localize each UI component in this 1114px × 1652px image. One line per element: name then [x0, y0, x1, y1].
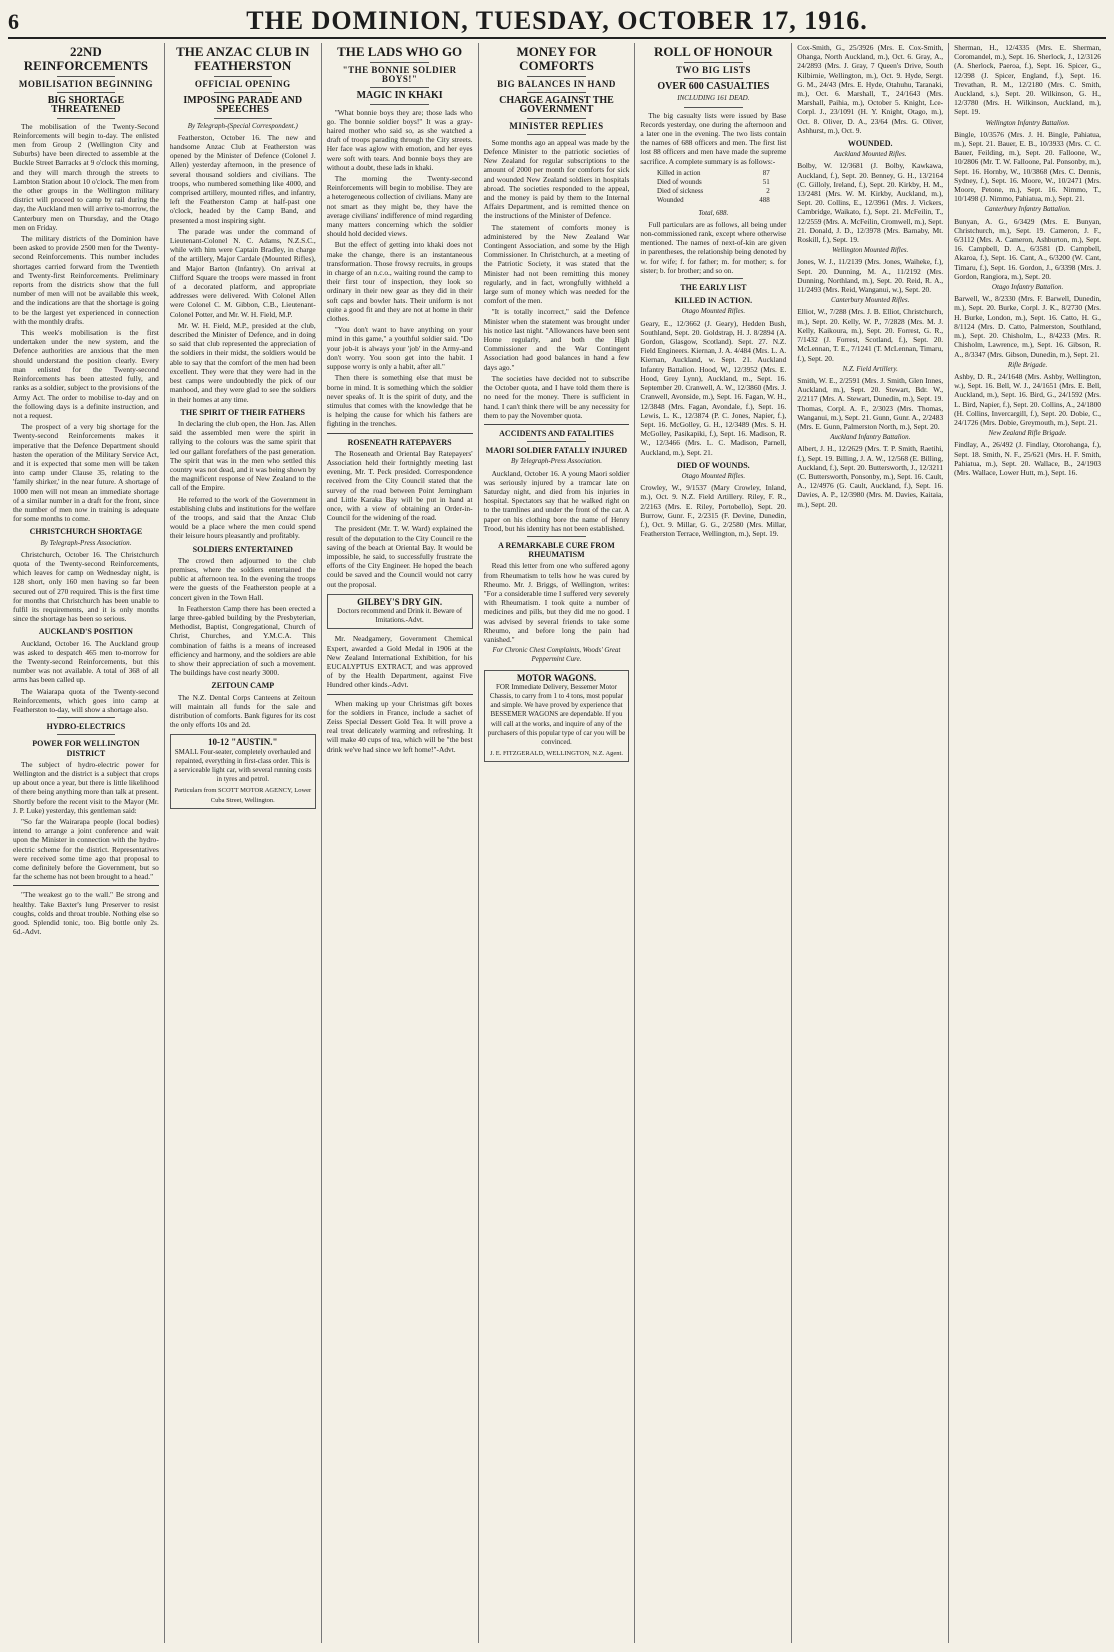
casualty-list: Cox-Smith, G., 25/3926 (Mrs. E. Cox-Smith, Ohanga, North Auckland, m.), Oct. 6. Gray, A., 24/2893 (Mrs. J. Gray, 7 Queen's Drive, South Kilbirnie, Wellington, m.), Oct. 9. Hyde, Sergt. G. M., 24/43 (Mrs. E. Hyde, Otahuhu, Taranaki, m.), Oct. 6. Marshall, T., 24/1643 (Mrs. Marshall, Paihia, m.), October 5. Knight, Lce-Corpl. J., 23/1091 (H. Y. Knight, Otago, m.), Oct. 8. Oliver, D. A., 23/64 (Mrs. G. Oliver, Ashhurst, m.), Oct. 9. [797, 43, 944, 135]
divider [370, 104, 428, 105]
divider [684, 278, 742, 279]
casualty-list: Bunyan, A. G., 6/3429 (Mrs. E. Bunyan, Christchurch, m.), Sept. 19. Cameron, J. F., 6/3112 (Mrs. A. Cameron, Ashburton, m.), Sept. 16. Campbell, D. A., 6/3581 (D. Campbell, Akaroa, f.), Sept. 16. Cant, A., 6/3200 (W. Cant, Timaru, f.), Sept. 16. Gordon, J., 6/3398 (Mrs. J. Gordon, Rangiora, m.), Sept. 20. [954, 216, 1101, 281]
newspaper-title: THE DOMINION, TUESDAY, OCTOBER 17, 1916. [246, 6, 868, 35]
subhead-minister: MINISTER REPLIES [509, 120, 604, 131]
summary-label: Died of wounds [657, 178, 702, 187]
advertisement-gin [327, 594, 473, 630]
divider [527, 536, 585, 537]
byline: By Telegraph-(Special Correspondent.) [187, 121, 298, 130]
section-heading: MAORI SOLDIER FATALLY INJURED [485, 446, 628, 456]
article-paragraph: Full particulars are as follows, all being under non-commissioned rank, except where otherwise mentioned. The names of next-of-kin are given in parentheses, the relationship being denoted by w. for wife; f. for father; m. for mother; s. for sister; b. for brother; and so on. [640, 219, 787, 275]
divider [13, 885, 159, 886]
article-paragraph: The big casualty lists were issued by Base Records yesterday, one during the afternoon and a later one in the evening. The two lists contain the names of 688 officers and men. The first list lost 88 officers and men have made the supreme sacrifice. A complete summary is as follows:- [640, 110, 787, 166]
section-heading: POWER FOR WELLINGTON DISTRICT [32, 739, 140, 758]
section-heading: WOUNDED. [847, 139, 893, 149]
subhead-mobilisation: MOBILISATION BEGINNING [18, 79, 153, 89]
divider [214, 118, 272, 119]
ad-body: Doctors recommend and Drink it. Beware of Imitations.-Advt. [337, 606, 463, 625]
article-paragraph: The N.Z. Dental Corps Canteens at Zeitoun will maintain all funds for the sale and distribution of comforts. Bank figures for its cost the only efforts 10s and 2d. [169, 692, 316, 730]
divider [57, 734, 115, 735]
headline-lads-who-go: THE LADS WHO GO [337, 44, 463, 59]
unit-heading: Auckland Mounted Rifles. [833, 150, 907, 159]
article-paragraph: "You don't want to have anything on your mind in this game," a youthful soldier said. "Do your job-it is always your 'job' in the Army-and don't worry. You soon get into the habit. I suppose worry is only a habit, after all." [326, 325, 473, 372]
table-row [655, 187, 772, 196]
advertisement-text: Mr. Neadgamery, Government Chemical Expert, awarded a Gold Medal in 1906 at the New Zealand International Exhibition, for his EUCALYPTUS EXTRACT, and was approved of by the Health Department, against Five Hundred other kinds.-Advt. [326, 634, 473, 690]
subhead-charge: CHARGE AGAINST THE GOVERNMENT [499, 95, 614, 116]
section-heading: SOLDIERS ENTERTAINED [192, 544, 293, 554]
column-7 [949, 43, 1106, 1643]
article-paragraph: Then there is something else that must be borne in mind. It is something which the soldier never speaks of. It is the spirit of duty, and the stimulus that comes with the knowledge that he is helping the cause for which his fathers are fighting in the trenches. [326, 373, 473, 429]
subhead-two-lists: TWO BIG LISTS [675, 65, 751, 75]
divider [484, 424, 630, 425]
article-paragraph: Featherston, October 16. The new and handsome Anzac Club at Featherston was opened by the Minister of Defence (Colonel J. Allen) yesterday afternoon, in the presence of several thousand soldiers and civilians. The troops, who numbered something like 4000, and comprised artillery, mounted rifles, and infantry, left the Featherston Camp at half-past one o'clock, headed by the Camp Band, and presented a most inspiring sight. [169, 132, 316, 225]
article-paragraph: This week's mobilisation is the first undertaken under the new system, and the Defence authorities are anxious that the men should understand the position clearly. Every man enlisted for the Twenty-second Reinforcements has been attested fully, and ranks as a soldier, subject to the provisions of the Army Act. The order to mobilise to-day and on the following days is a definite instruction, and not a request. [13, 328, 159, 420]
summary-value: 2 [766, 187, 770, 196]
unit-heading: Auckland Infantry Battalion. [830, 433, 911, 442]
divider [684, 107, 742, 108]
headline-22nd-reinforcements: 22ND REINFORCEMENTS [23, 44, 149, 73]
table-row [655, 196, 772, 205]
ad-body: FOR Immediate Delivery, Bessemer Motor Chassis, to carry from 1 to 4 tons, most popular and simple. We have proved by experience that BESSEMER WAGONS are dependable. If you will call at the works, and inquire of any of the purchasers of this popular type of car you will be convinced. [487, 682, 626, 746]
ad-body: SMALL Four-seater, completely overhauled and repainted, everything in first-class order. This is a serviceable light car, with several running costs in tyres and petrol. [173, 747, 312, 784]
divider [57, 92, 115, 93]
divider [684, 78, 742, 79]
divider [527, 76, 585, 77]
ad-title: MOTOR WAGONS. [516, 672, 597, 683]
column-6 [792, 43, 949, 1643]
article-paragraph: The Waiarapa quota of the Twenty-second Reinforcements, which goes into camp at Featherston to-day, will show a shortage also. [13, 686, 159, 714]
summary-label: Killed in action [657, 168, 701, 177]
article-paragraph: The subject of hydro-electric power for Wellington and the district is a subject that crops up about once a year, but there is little likelihood of there being anything more than talk at present. Shortly before the recent visit to the Mayor (Mr. J. P. Luke) yesterday, this gentleman said: [13, 759, 159, 815]
article-paragraph: Christchurch, October 16. The Christchurch quota of the Twenty-second Reinforcements, which leaves for camp on Wednesday night, is 128 short, only 160 men having so far been secured out of 270 required. This is the first time for months that Christchurch has been unable to fulfil its requirements, and it is only months since the shortage has been so serious. [13, 549, 159, 624]
casualty-list: Jones, W. J., 11/2139 (Mrs. Jones, Waiheke, f.), Sept. 20. Dunning, M. A., 11/2192 (Mrs. Dunning, Northland, m.), Sept. 20. Reid, R. A., 11/2493 (Mrs. Reid, Wanganui, w.), Sept. 20. [797, 257, 944, 295]
article-paragraph: The prospect of a very big shortage for the Twenty-second Reinforcements makes it imperative that the Defence Department should hasten the operation of the Military Service Act, and it is expected that some men will be taken into camp under Clause 35, relating to the 'family shirker,' in the near future. A shortage of 1000 men will not mean an immediate shortage of a similar number in a draft for the front, since the number of men now in training is adequate for some months to come. [13, 422, 159, 524]
unit-heading: Wellington Mounted Rifles. [832, 246, 909, 255]
article-paragraph: Auckland, October 16. The Auckland group was asked to despatch 465 men to-morrow for the Twenty-second Reinforcements, but this number was not available. A total of 368 of all arms has been called up. [13, 638, 159, 685]
page-number: 6 [8, 9, 19, 34]
subhead-shortage: BIG SHORTAGE THREATENED [47, 95, 125, 116]
casualty-list: Geary, E., 12/3662 (J. Geary), Hedden Bush, Southland, Sept. 20. Goldstrap, H. J. 8/2894 (A. Gordon, Glasgow, Scotland). Sept. 27. N.Z. Field Engineers. Kiernan, J. A. 4/484 (Mrs. L. A. Kiernan, Auckland, w. Sept. 21. Auckland Infantry Battalion. Hood, W., 12/3952 (Mrs. E. Hood, Grey Lynn), Auckland, m., Sept. 16. September 20. Cranwell, A. W., 12/3860 (Mrs. J. Cranwell, Avonside, m.), Sept. 16. Fagan, W. H., 12/3848 (Mrs. Fagan, Avondale, f.), Sept. 16. Lewis, L. K., 12/3874 (P. C. Jones, Napier, f.), Sept. 16. McGolley, G. H., 12/3489 (Mrs. S. H. McGolley, Pasikapiki, f.), Sept. 16. Madison, R. W., 12/3466 (Mrs. L. C. Madison, Parnell, Auckland, m.), Sept. 21. [640, 318, 787, 457]
article-paragraph: The Roseneath and Oriental Bay Ratepayers' Association held their fortnightly meeting last evening, Mr. T. Peck presided. Correspondence received from the City Council stated that the survey of the road between Point Jerningham and Little Karaka Bay will be put in hand at once, with a view of obtaining an Order-in-Council for the widening of the road. [326, 448, 473, 523]
section-heading: CHRISTCHURCH SHORTAGE [29, 527, 143, 537]
unit-heading: N.Z. Field Artillery. [842, 364, 898, 373]
subhead-opening: OFFICIAL OPENING [194, 79, 291, 89]
headline-anzac-club: THE ANZAC CLUB IN FEATHERSTON [176, 44, 310, 73]
summary-value: 51 [762, 178, 770, 187]
subhead-casualties: OVER 600 CASUALTIES [657, 81, 770, 93]
divider [684, 62, 742, 63]
advertisement-text: When making up your Christmas gift boxes for the soldiers in France, include a sachet of Zeiss Special Dessert Gold Tea. It will prove a real treat delicately warming and refreshing. It will make 40 cups of tea, which will be "the best drink we've had since we left home!"-Advt. [326, 698, 473, 754]
ad-title: GILBEY'S DRY GIN. [357, 596, 443, 607]
subhead-dead: INCLUDING 161 DEAD. [677, 94, 750, 103]
divider [527, 134, 585, 135]
casualty-list: Crowley, W., 9/1537 (Mary Crowley, Inland, m.), Oct. 9. N.Z. Field Artillery. Riley, F. R., 2/2163 (Mrs. E. Riley, Portobello), Sept. 20. Burrow, Gunr. F., 2/2315 (F. Devine, Dunedin, f.), Oct. 9. Millar, G. G., 2/2580 (Mrs. Millar, Featherston Terrace, Wellington, m.), Sept. 19. [640, 483, 787, 539]
casualty-list: Elliot, W., 7/288 (Mrs. J. B. Elliot, Christchurch, m.), Sept. 20. Kelly, W. P., 7/2828 (Mrs. M. J. Kelly, Kaikoura, m.), Sept. 20. Forrest, G. R., 7/1432 (J. Forrest, Scotland, f.), Sept. 20. McLennan, T. E., 7/1241 (T. McLennan, Timaru, f.), Sept. 20. [797, 307, 944, 363]
article-paragraph: "What bonnie boys they are; those lads who go. The bonnie soldier boys!" It was a gray-haired mother who said so, as she watched a draft of troops parading through the City streets. Her face was aglow with emotion, and her eyes were soft with tears. And bonnie boys they are without a doubt, these lads in khaki. [326, 107, 473, 172]
headline-roll-of-honour: ROLL OF HONOUR [654, 44, 773, 59]
subhead-parade: IMPOSING PARADE AND SPEECHES [183, 95, 303, 116]
section-heading: AUCKLAND'S POSITION [38, 627, 133, 637]
article-paragraph: The statement of comforts money is administered by the New Zealand War Contingent Association, and some by the High Commissioner. In Christchurch, at a meeting of the Patriotic Society, it was stated that the Minister had not been remitting this money regularly, and in fact, wrongfully withheld a large sum of money which was needed for the comfort of the men. [483, 222, 630, 306]
article-paragraph: In declaring the club open, the Hon. Jas. Allen said the assembled men were the spirit in rallying to the colours was the same spirit that led our gallant forefathers of the past generation. The spirit that was in the men who settled this country was not dead, and it was being shown by the magnificent response of New Zealand to the call of the Empire. [169, 418, 316, 493]
divider [327, 433, 473, 434]
divider [527, 118, 585, 119]
divider [370, 62, 428, 63]
section-heading: ACCIDENTS AND FATALITIES [499, 428, 614, 438]
unit-heading: Rifle Brigade. [1007, 360, 1048, 369]
summary-label: Died of sickness [657, 187, 704, 196]
casualty-list: Sherman, H., 12/4335 (Mrs. E. Sherman, Coromandel, m.), Sept. 16. Sherlock, J., 12/3126 (A. Sherlock, Paeroa, f.), Sept. 16. Spicer, G., 12/398 (J. Spicer, England, f.), Sept. 16. Trevathan, R. M., 12/2180 (Mrs. C. Smith, Auckland, s.), Sept. 20. Wilkinson, G. H., 12/3780 (Mrs. H. Wilkinson, Auckland, m.), Sept. 19. [954, 43, 1101, 117]
divider [214, 92, 272, 93]
divider [527, 92, 585, 93]
summary-total: Total, 688. [698, 208, 729, 217]
article-paragraph: The military districts of the Dominion have been asked to provide 2500 men for the Twenty-second Reinforcements. This number includes shortages carried forward from the Twentieth and Twenty-first Reinforcements. Preliminary reports from the districts show that the full number of men will not be available this week, and the indications are that the shortage is going to be the largest yet experienced in connection with the monthly drafts. [13, 234, 159, 326]
casualty-list: Smith, W. E., 2/2591 (Mrs. J. Smith, Glen Innes, Auckland, m.), Sept. 20. Stewart, Bdr. W., 2/2117 (Mrs. A. Stewart, Dunedin, m.), Sept. 19. Thomas, Corpl. A. F., 2/3023 (Mrs. Thomas, Wanganui, m.), Sept. 21. Gunn, Gunr. A., 2/2483 (Mrs. E. Gunn, Palmerston North, m.), Sept. 20. [797, 375, 944, 431]
column-3 [322, 43, 479, 1643]
unit-heading: Wellington Infantry Battalion. [985, 118, 1070, 127]
section-heading: ZEITOUN CAMP [211, 681, 275, 691]
article-paragraph: "So far the Wairarapa people (local bodies) intend to arrange a joint conference and wait upon the Minister in connection with the hydro-electric scheme for the district. Representatives were received some time ago that proposal to come definitely before the Government, but so far the scheme has not been brought to a head." [13, 817, 159, 882]
article-paragraph: He referred to the work of the Government in establishing clubs and institutions for the welfare of the troops, and said that the Anzac Club would be a place where the men could spend their leisure hours pleasantly and profitably. [169, 494, 316, 541]
column-1 [8, 43, 165, 1643]
article-paragraph: Some months ago an appeal was made by the Defence Minister to the patriotic societies of New Zealand for regular subscriptions to the amount of 2000 per month for comforts for sick and wounded New Zealand soldiers in hospitals abroad. The societies responded to the appeal, and the money is paid by them to the Internal Affairs Department, and is remitted thence on the instructions of the Minister of Defence. [483, 137, 630, 221]
column-4 [479, 43, 636, 1643]
columns [8, 43, 1106, 1643]
summary-value: 488 [759, 196, 770, 205]
casualty-list: Bingle, 10/3576 (Mrs. J. H. Bingle, Pahiatua, m.), Sept. 21. Bauer, E. B., 10/3933 (Mrs. C. C. Bauer, Feilding, m.), Sept. 20. Falloone, W., 10/2806 (Mr. T. W. Falloone, Pal. Ponsonby, m.), Sept. 16. Hornby, W., 10/3868 (Mrs. C. Dennis, Sydney, f.), Sept. 16. Moore, W., 10/2471 (Mrs. Moore, Petone, m.), Sept. 16. Nimmo, T., 10/1498 (J. Nimmo, Pahiatua, m.), Sept. 21. [954, 129, 1101, 204]
divider [214, 76, 272, 77]
subhead-bonnie: "THE BONNIE SOLDIER BOYS!" [342, 65, 457, 85]
section-heading: HYDRO-ELECTRICS [46, 722, 126, 732]
ad-tagline: For Chronic Chest Complaints, Woods' Great Peppermint Cure. [492, 646, 621, 664]
unit-heading: New Zealand Rifle Brigade. [988, 429, 1067, 438]
ad-title: 10-12 "AUSTIN." [208, 737, 278, 748]
casualty-list: Albert, J. H., 12/2629 (Mrs. T. P. Smith, Raetihi, f.), Sept. 19. Billing, J. A. W., 12/568 (E. Billing, Auckland, f.), Sept. 20. Buttersworth, J., 12/3211 (C. Buttersworth, Ponsonby, m.), Sept. 16. Cault, A., 12/4976 (G. Cault, Auckland, f.), Sept. 16. Davies, A. P., 12/3980 (Mrs. M. Davies, Kaitaia, m.), Sept. 20. [797, 444, 944, 509]
advertisement-text: "The weakest go to the wall." Be strong and healthy. Take Baxter's lung Preserver to resist coughs, colds and throat trouble. Nothing else so good. Splendid tonic, too. Big bottle only 2s. 6d.-Advt. [13, 890, 159, 937]
unit-heading: Otago Mounted Rifles. [681, 471, 746, 480]
section-heading: THE EARLY LIST [680, 283, 747, 293]
article-paragraph: The parade was under the command of Lieutenant-Colonel N. C. Adams, N.Z.S.C., while with him were Captain Bradley, in charge of the artillery, Major Cardale (Mounted Rifles), and Major Barton (Infantry). On arrival at Clifford Square the troops were massed in front of a decorated platform, and appropriate addresses were delivered. With Colonel Allen were Colonel C. M. Gibbon, C.B., Lieutenant-Colonel Potter, and Mr. W. H. Field, M.P. [169, 226, 316, 319]
subhead-magic: MAGIC IN KHAKI [356, 90, 443, 102]
table-row [655, 178, 772, 187]
article-paragraph: The societies have decided not to subscribe the October quota, and I have told them there is no need for the money. There is sufficient in hand. I can't think there will be any necessity for them to pay the November quota. [483, 373, 630, 420]
divider [527, 441, 585, 442]
ad-footer: Particulars from SCOTT MOTOR AGENCY, Lower Cuba Street, Wellington. [174, 787, 312, 804]
section-heading: A REMARKABLE CURE FROM RHEUMATISM [498, 540, 615, 560]
article-paragraph: The mobilisation of the Twenty-Second Reinforcements will begin to-day. The enlisted men from Group 2 (Wellington City and Suburbs) have been directed to assemble at the Buckle Street Barracks at 9 o'clock this morning, and they will march through the streets to Lambton Station about 10 o'clock. The men from the other groups in the Wellington military district will proceed to camp by rail during the day, the Auckland men will arrive to-morrow, the Canterbury men on Thursday, and the Otago men on Friday. [13, 121, 159, 232]
article-paragraph: "It is totally incorrect," said the Defence Minister when the statement was brought under his notice last night. "Allowances have been sent Home regularly, and both the High Commissioner and the War Contingent Association had good balances in hand a few days ago." [483, 307, 630, 372]
summary-value: 87 [762, 168, 770, 177]
column-2 [165, 43, 322, 1643]
article-paragraph: The president (Mr. T. W. Ward) explained the result of the deputation to the City Council re the saving of the beach at Oriental Bay. It would be impossible, he said, to successfully frustrate the efforts of the City Engineer. He hoped the beach could be saved and the Council would not carry out the proposal. [326, 524, 473, 589]
table-row [655, 169, 772, 178]
article-paragraph: The crowd then adjourned to the club premises, where the soldiers entertained the public at afternoon tea. In the evening the troops were the guests of the Featherston people at a concert given in the Town Hall. [169, 555, 316, 602]
divider [57, 118, 115, 119]
ad-footer: J. E. FITZGERALD, WELLINGTON, N.Z. Agent. [489, 750, 623, 758]
article-paragraph: Read this letter from one who suffered agony from Rheumatism to tells how he was cured by Rheumo. Mr. J. Briggs, of Wellington, writes: "For a considerable time I suffered very severely with Rheumatism. I took quite a number of medicines and pills, but they did me no good. I was advised by several friends to take some Rheumo, and before long the pain had vanished." [483, 561, 630, 644]
byline: By Telegraph-Press Association. [511, 457, 602, 466]
divider [57, 717, 115, 718]
divider [327, 694, 473, 695]
casualty-list: Ashby, D. R., 24/1648 (Mrs. Ashby, Wellington, w.), Sept. 16. Bell, W. J., 24/1651 (Mrs. E. Bell, Auckland, m.), Sept. 16. Bird, G., 24/1592 (Mrs. L. Bird, Napier, f.), Sept. 20. Collins, A., 24/1800 (H. Collins, Invercargill, f.), Sept. 20. Dobie, C., 24/1726 (Mrs. Dobie, Greymouth, m.), Sept. 21. [954, 371, 1101, 427]
unit-heading: Otago Infantry Battalion. [991, 283, 1064, 292]
masthead [8, 6, 1106, 39]
article-paragraph: The morning the Twenty-second Reinforcements will begin to mobilise. They are a heterogeneous collection of civilians. Many are not smart as they might be, they have the average civilians' indifference of mind regarding many matters concerning which the soldier should hold decided views. [326, 174, 473, 239]
casualty-list: Findlay, A., 26/492 (J. Findlay, Otorohanga, f.), Sept. 18. Smith, N. F., 25/621 (Mrs. H. F. Smith, Pahiatua, m.), Sept. 20. Wallace, B., 24/1903 (Mrs. Wallace, Lower Hutt, m.), Sept. 16. [954, 440, 1101, 477]
headline-money-comforts: MONEY FOR COMFORTS [516, 44, 597, 73]
advertisement-austin [170, 734, 316, 808]
section-heading: THE SPIRIT OF THEIR FATHERS [180, 407, 306, 417]
divider [57, 76, 115, 77]
article-paragraph: But the effect of getting into khaki does not make the change, there is an instantaneous transformation. Those frowsy recruits, in groups in charge of an n.c.o., waiting round the camp to their first tour of inspection, they look so ordinary in their new gear as they did in their soft caps and bowler hats. Their uniform is not quite a good fit and they are not at home in their clothes. [326, 240, 473, 324]
summary-label: Wounded [657, 196, 684, 205]
subhead-balances: BIG BALANCES IN HAND [497, 79, 616, 89]
casualty-list: Barwell, W., 8/2330 (Mrs. F. Barwell, Dunedin, m.), Sept. 20. Burke, Corpl. J. K., 8/2730 (Mrs. H. Burke, London, m.), Sept. 16. Catto, H. G., 8/1124 (Mrs. D. Catto, Palmerston, Southland, m.), Sept. 20. Chisholm, L., 8/4233 (Mrs. R. Chisholm, Lawrence, m.), Sept. 16. Gibson, R. A., 8/3347 (Mrs. Gibson, Dunedin, m.), Sept. 21. [954, 294, 1101, 359]
divider [370, 87, 428, 88]
article-paragraph: Auckland, October 16. A young Maori soldier was seriously injured by a tramcar late on Saturday night, and died from his injuries in hospital. Spectators say that he walked right on to the tramlines and under the front of the car. A paper on his clothing bore the name of Henry Trood, but his identity has not been established. [483, 468, 630, 533]
article-paragraph: In Featherston Camp there has been erected a large three-gabled building by the Presbyterian, Methodist, Baptist, Congregational, Church of Christ, Churches, and Y.M.C.A. This combination of faiths is a means of increased efficiency and harmony, and the soldiers are able to show their appreciation of such a movement. The buildings have cost nearly 3000. [169, 603, 316, 678]
unit-heading: Canterbury Mounted Rifles. [831, 296, 910, 305]
unit-heading: Otago Mounted Rifles. [681, 307, 746, 316]
byline: By Telegraph-Press Association. [40, 538, 132, 547]
section-heading: ROSENEATH RATEPAYERS [347, 437, 452, 447]
article-paragraph: Mr. W. H. Field, M.P., presided at the club, described the Minister of Defence, and in doing so said that club represented the appreciation of the soldiers in their midst, the soldiers would be able to say that the comfort of the men had been excellent. They were that they were had in the best camps were undoubtedly the pick of our manhood, and they were glad to see the soldiers in their homes at any time. [169, 320, 316, 404]
unit-heading: Canterbury Infantry Battalion. [984, 205, 1071, 214]
casualty-list: Bolby, W. 12/3681 (J. Bolby, Kawkawa, Auckland, f.), Sept. 20. Benney, G. H., 13/2164 (C. Gilloly, Ireland, f.), Sept. 20. Kirkby, H. M., 13/2481 (Mrs. W. M. Kirkby, Auckland, m.), Sept. 20. Collins, E., 12/3961 (Mrs. J. Vickers, Cambridge, Waikato, f.), Sept. 21. McFeilin, T., 12/2559 (Mrs. A. McFeilin, Cromwell, m.), Sept. 21. Donald, J. D., 12/3978 (Mrs. Barnaby, Mt. Roskill, f.), Sept. 19. [797, 161, 944, 245]
column-5 [635, 43, 792, 1643]
advertisement-motor-wagons [484, 670, 630, 763]
casualty-summary-table [655, 169, 772, 206]
section-heading: KILLED IN ACTION. [674, 296, 753, 306]
section-heading: DIED OF WOUNDS. [677, 460, 750, 470]
